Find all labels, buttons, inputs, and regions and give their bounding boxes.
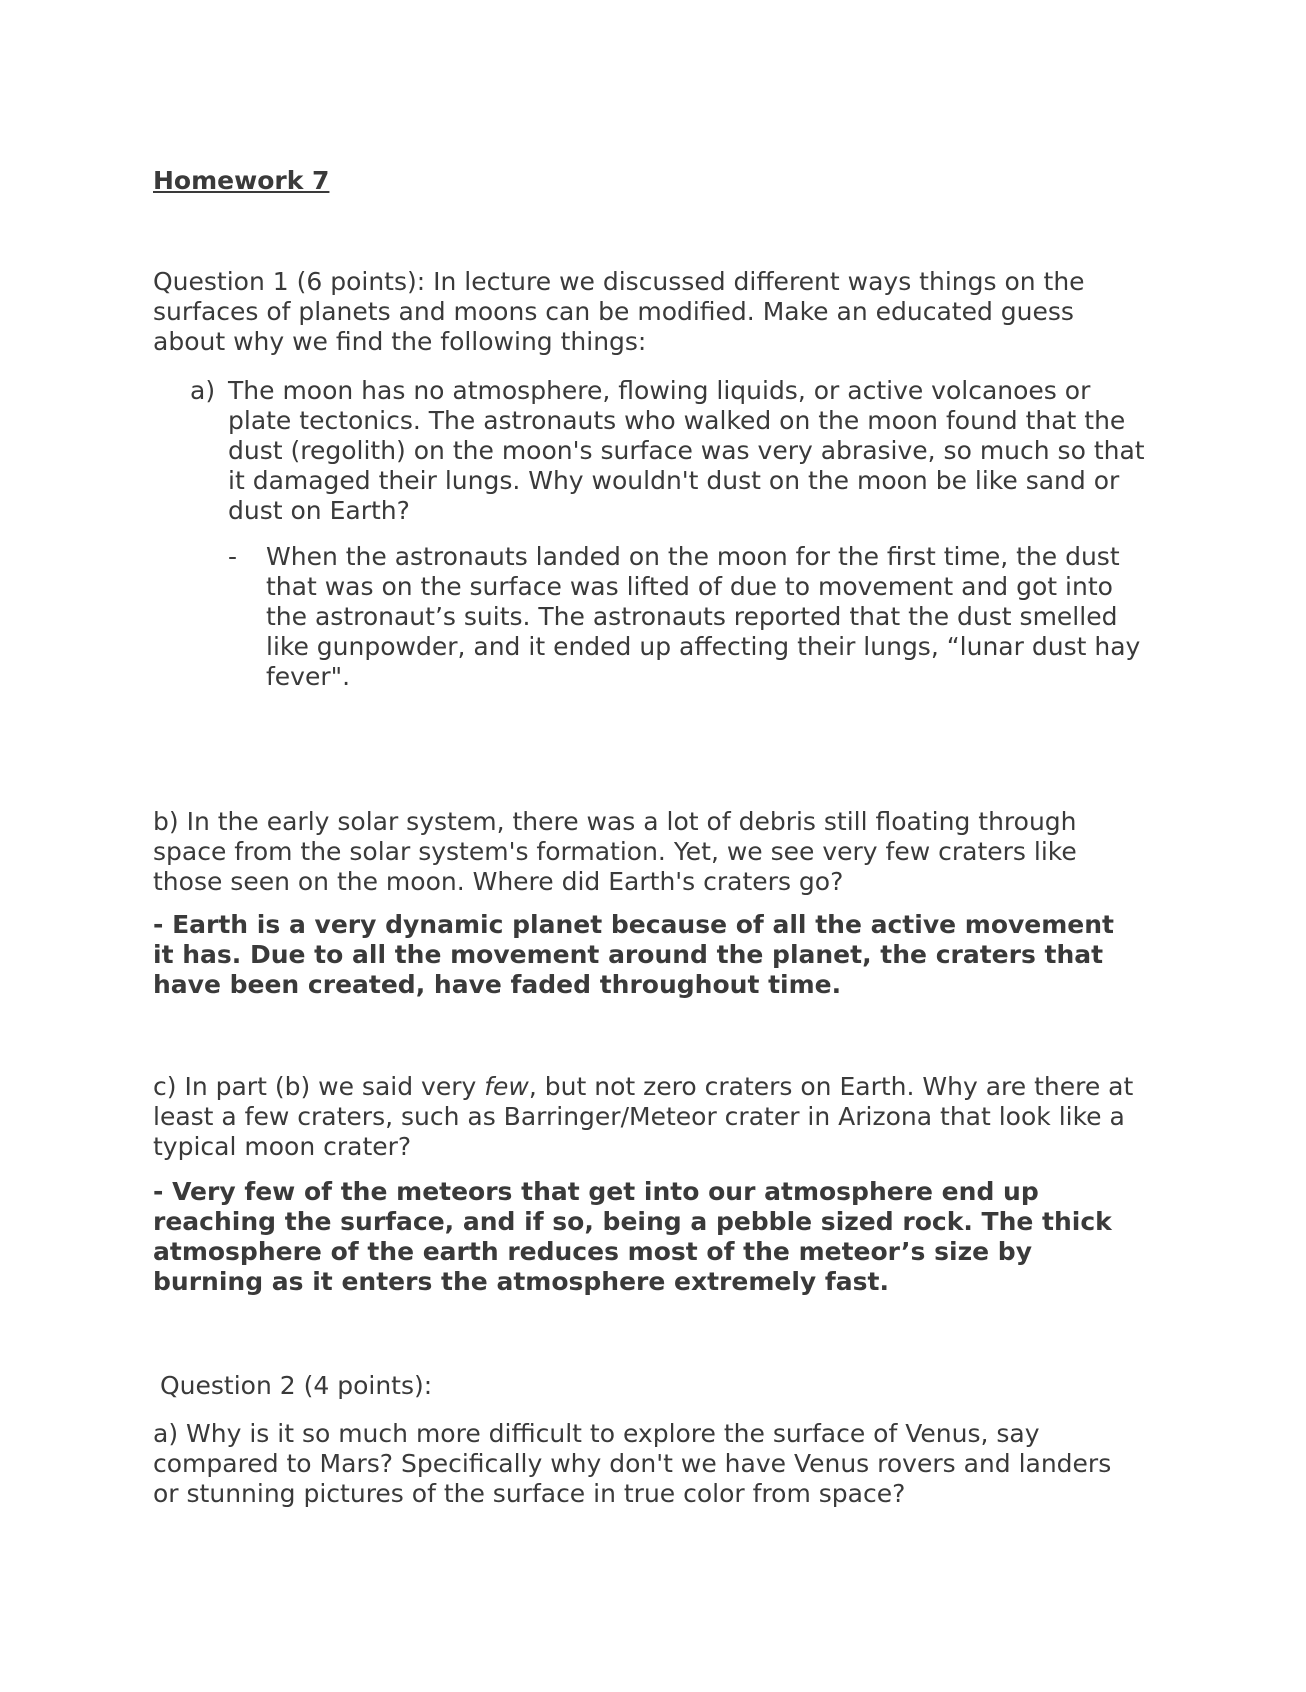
answer-1a-marker: -	[228, 542, 238, 571]
question-2-title: Question 2 (4 points):	[160, 1371, 433, 1400]
page-title: Homework 7	[153, 166, 330, 195]
question-1a-answer	[228, 542, 1148, 692]
question-1-intro: Question 1 (6 points): In lecture we discussed different ways things on the surfaces of planets and moons can be modified. Make an educated guess about why we find the following things:	[153, 267, 1085, 356]
question-2a: a) Why is it so much more difficult to explore the surface of Venus, say compared to Mars? Specifically why don't we have Venus rovers and landers or stunning pictures of the surface in true color from space?	[153, 1419, 1112, 1508]
question-1c-emphasis: few	[484, 1072, 529, 1101]
answer-1a-text: When the astronauts landed on the moon for the first time, the dust that was on the surface was lifted of due to movement and got into the astronaut’s suits. The astronauts reported that the dust smelled like gunpowder, and it ended up affecting their lungs, “lunar dust hay fever".	[266, 542, 1141, 691]
question-1c-text-before: c) In part (b) we said very	[153, 1072, 485, 1101]
question-1c	[153, 1072, 1143, 1162]
question-1b: b) In the early solar system, there was a lot of debris still floating through space from the solar system's formation. Yet, we see very few craters like those seen on the moon. Where did Earth's craters go?	[153, 807, 1077, 896]
question-1c-answer: - Very few of the meteors that get into our atmosphere end up reaching the surface, and if so, being a pebble sized rock. The thick atmosphere of the earth reduces most of the meteor’s size by burning as it enters the atmosphere extremely fast.	[153, 1177, 1112, 1296]
question-1c-text-after: , but not zero craters on Earth. Why are there at least a few craters, such as Barringer/Meteor crater in Arizona that look like a typical moon crater?	[153, 1072, 1134, 1161]
question-1a-text: The moon has no atmosphere, flowing liquids, or active volcanoes or plate tectonics. The astronauts who walked on the moon found that the dust (regolith) on the moon's surface was very abrasive, so much so that it damaged their lungs. Why wouldn't dust on the moon be like sand or dust on Earth?	[228, 376, 1145, 525]
question-1a-marker: a)	[190, 376, 216, 405]
question-1a	[190, 376, 1150, 526]
question-1b-answer: - Earth is a very dynamic planet because of all the active movement it has. Due to all the movement around the planet, the craters that have been created, have faded throughout time.	[153, 910, 1115, 999]
